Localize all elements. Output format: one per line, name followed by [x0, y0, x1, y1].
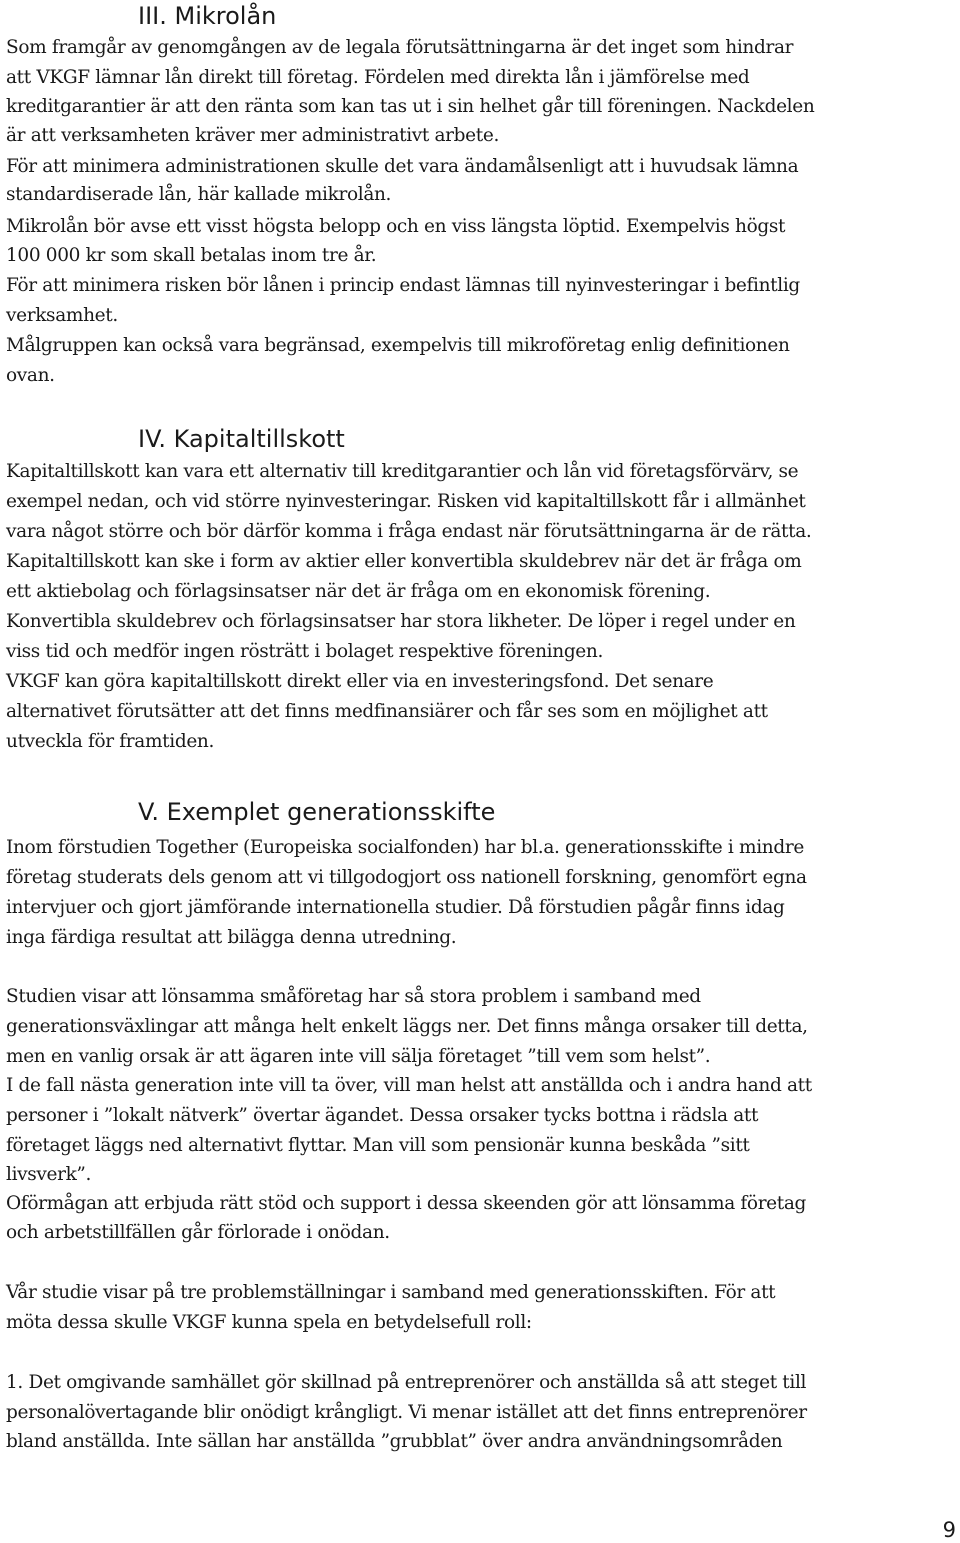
text-line: För att minimera administrationen skulle det vara ändamålsenligt att i huvudsak lämna [6, 156, 799, 177]
text-line: är att verksamheten kräver mer administrativt arbete. [6, 125, 499, 146]
text-line: bland anställda. Inte sällan har anställda ”grubblat” över andra användningsområden [6, 1431, 783, 1452]
text-line: Som framgår av genomgången av de legala förutsättningarna är det inget som hindrar [6, 37, 794, 58]
text-line: att VKGF lämnar lån direkt till företag. Fördelen med direkta lån i jämförelse med [6, 67, 750, 88]
text-line: Vår studie visar på tre problemställningar i samband med generationsskiften. För att [6, 1282, 776, 1303]
text-line: kreditgarantier är att den ränta som kan tas ut i sin helhet går till föreningen. Nackdelen [6, 96, 815, 117]
text-line: exempel nedan, och vid större nyinvesteringar. Risken vid kapitaltillskott får i allmänhet [6, 491, 806, 512]
text-line: Konvertibla skuldebrev och förlagsinsatser har stora likheter. De löper i regel under en [6, 611, 796, 632]
text-line: personer i ”lokalt nätverk” övertar ägandet. Dessa orsaker tycks bottna i rädsla att [6, 1105, 759, 1126]
text-line: alternativet förutsätter att det finns medfinansiärer och får ses som en möjlighet att [6, 701, 768, 722]
text-line: Studien visar att lönsamma småföretag har så stora problem i samband med [6, 986, 701, 1007]
text-line: utveckla för framtiden. [6, 731, 215, 752]
text-line: inga färdiga resultat att bilägga denna utredning. [6, 927, 457, 948]
text-line: ovan. [6, 365, 55, 386]
text-line: generationsväxlingar att många helt enkelt läggs ner. Det finns många orsaker till detta, [6, 1016, 808, 1037]
text-line: standardiserade lån, här kallade mikrolån. [6, 184, 392, 205]
text-line: Mikrolån bör avse ett visst högsta belopp och en viss längsta löptid. Exempelvis högst [6, 216, 786, 237]
text-line: För att minimera risken bör lånen i princip endast lämnas till nyinvesteringar i befintlig [6, 275, 800, 296]
text-line: verksamhet. [6, 305, 118, 326]
text-line: Inom förstudien Together (Europeiska socialfonden) har bl.a. generationsskifte i mindre [6, 837, 804, 858]
text-line: möta dessa skulle VKGF kunna spela en betydelsefull roll: [6, 1312, 532, 1333]
text-line: men en vanlig orsak är att ägaren inte vill sälja företaget ”till vem som helst”. [6, 1046, 711, 1067]
text-line: vara något större och bör därför komma i fråga endast när förutsättningarna är de rätta. [6, 521, 812, 542]
section-heading-kapitaltillskott: IV. Kapitaltillskott [138, 425, 345, 453]
text-line: 100 000 kr som skall betalas inom tre år. [6, 245, 377, 266]
page-number: 9 [942, 1518, 956, 1542]
text-line: VKGF kan göra kapitaltillskott direkt eller via en investeringsfond. Det senare [6, 671, 714, 692]
text-line: viss tid och medför ingen rösträtt i bolaget respektive föreningen. [6, 641, 604, 662]
text-line: livsverk”. [6, 1164, 92, 1185]
text-line: Kapitaltillskott kan vara ett alternativ till kreditgarantier och lån vid företagsförvärv, se [6, 461, 799, 482]
text-line: I de fall nästa generation inte vill ta över, vill man helst att anställda och i andra hand att [6, 1075, 812, 1096]
text-line: Oförmågan att erbjuda rätt stöd och support i dessa skeenden gör att lönsamma företag [6, 1193, 807, 1214]
text-line: 1. Det omgivande samhället gör skillnad på entreprenörer och anställda så att steget till [6, 1372, 807, 1393]
section-heading-mikrolan: III. Mikrolån [138, 2, 277, 30]
text-line: företag studerats dels genom att vi tillgodogjort oss nationell forskning, genomfört egna [6, 867, 807, 888]
text-line: och arbetstillfällen går förlorade i onödan. [6, 1222, 390, 1243]
text-line: ett aktiebolag och förlagsinsatser när det är fråga om en ekonomisk förening. [6, 581, 711, 602]
text-line: företaget läggs ned alternativt flyttar. Man vill som pensionär kunna beskåda ”sitt [6, 1135, 750, 1156]
section-heading-generationsskifte: V. Exemplet generationsskifte [138, 798, 496, 826]
text-line: Kapitaltillskott kan ske i form av aktier eller konvertibla skuldebrev när det är fråga om [6, 551, 802, 572]
text-line: Målgruppen kan också vara begränsad, exempelvis till mikroföretag enlig definitionen [6, 335, 790, 356]
text-line: personalövertagande blir onödigt krångligt. Vi menar istället att det finns entreprenörer [6, 1402, 807, 1423]
text-line: intervjuer och gjort jämförande internationella studier. Då förstudien pågår finns idag [6, 897, 785, 918]
